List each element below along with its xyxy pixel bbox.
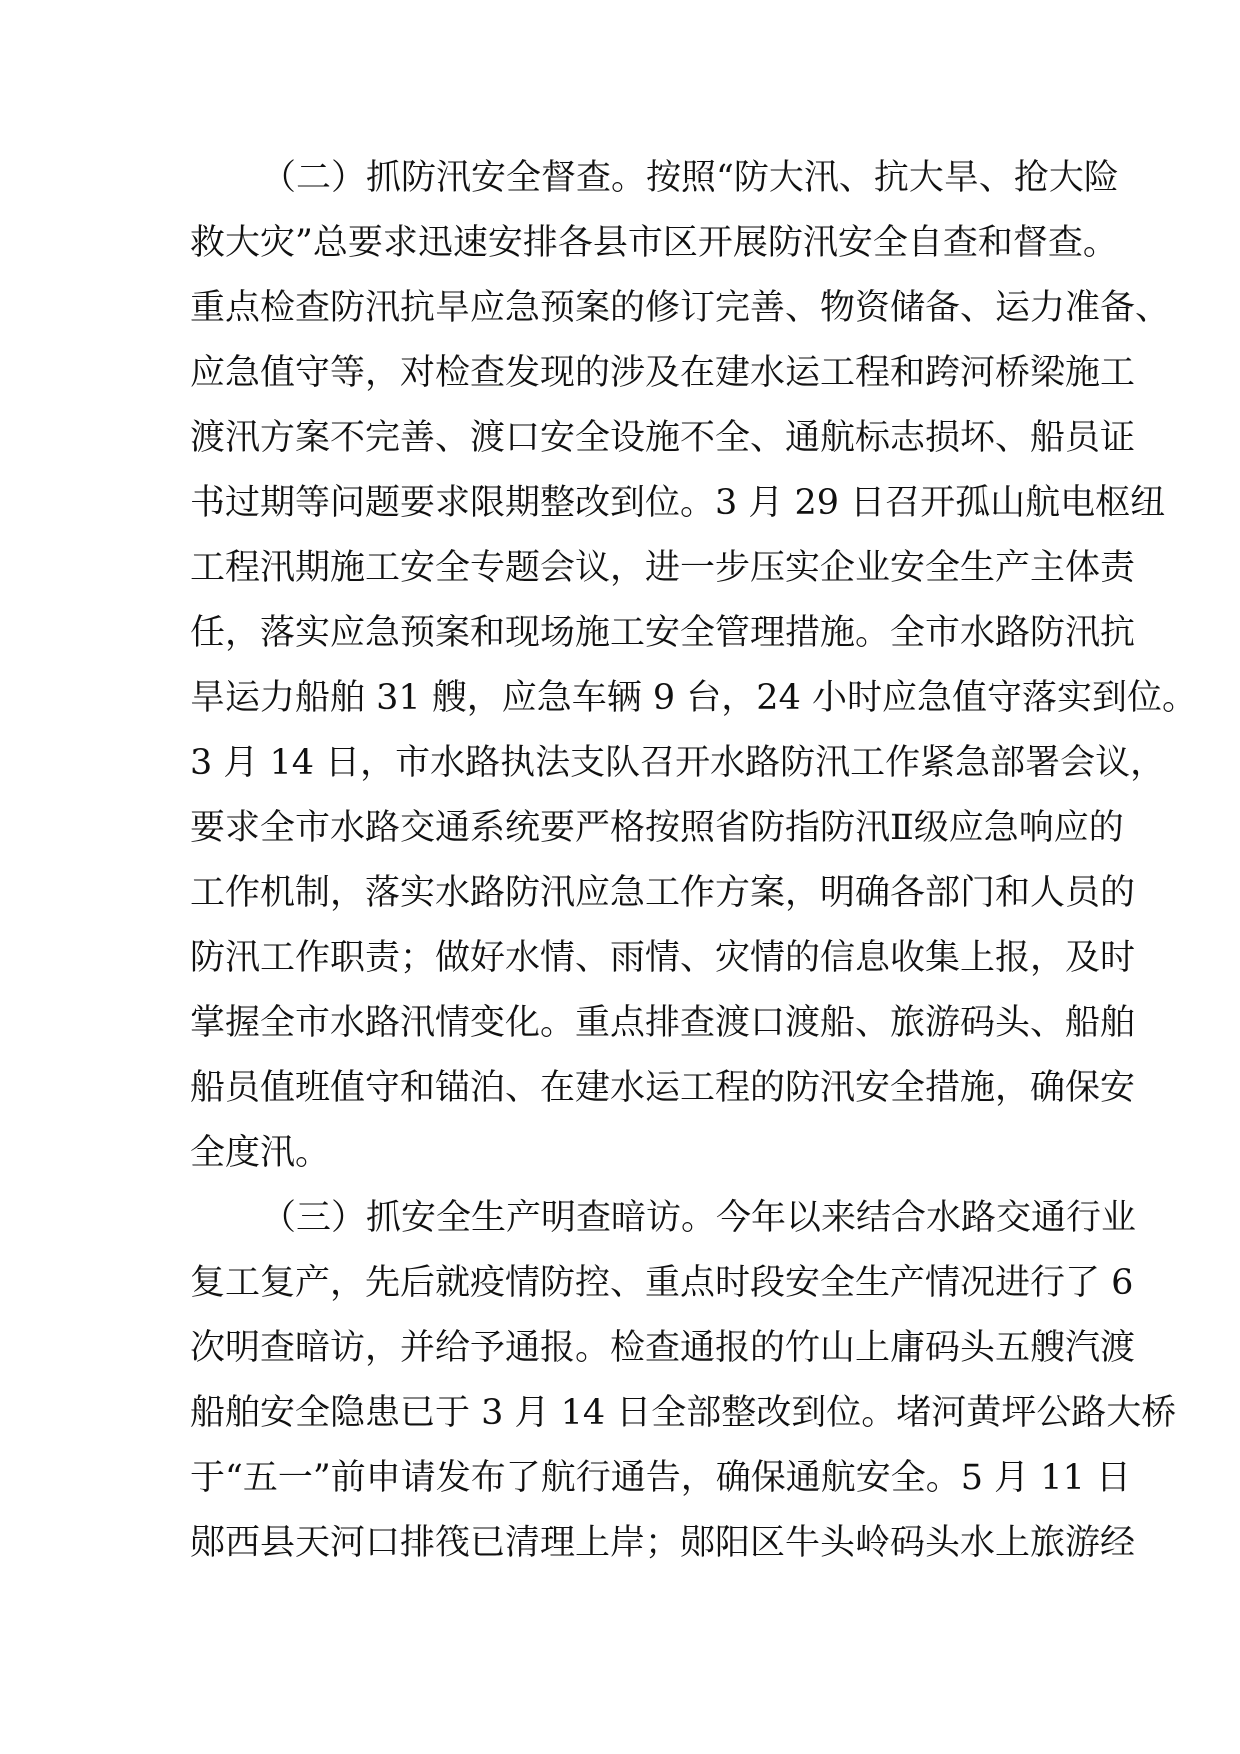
- paragraph-2-line-7: 工程汛期施工安全专题会议，进一步压实企业安全生产主体责: [190, 548, 1136, 588]
- paragraph-3-line-5: 于“五一”前申请发布了航行通告，确保通航安全。5 月 11 日: [190, 1458, 1131, 1498]
- paragraph-2-line-14: 掌握全市水路汛情变化。重点排查渡口渡船、旅游码头、船舶: [190, 1003, 1136, 1043]
- paragraph-2-line-4: 应急值守等，对检查发现的涉及在建水运工程和跨河桥梁施工: [190, 353, 1136, 393]
- paragraph-2-line-10: 3 月 14 日，市水路执法支队召开水路防汛工作紧急部署会议，: [190, 743, 1166, 783]
- paragraph-2-line-3: 重点检查防汛抗旱应急预案的修订完善、物资储备、运力准备、: [190, 288, 1171, 328]
- paragraph-3-line-2: 复工复产，先后就疫情防控、重点时段安全生产情况进行了 6: [190, 1263, 1134, 1303]
- paragraph-3-line-1: （三）抓安全生产明查暗访。今年以来结合水路交通行业: [261, 1198, 1137, 1238]
- paragraph-2-line-1: （二）抓防汛安全督查。按照“防大汛、抗大旱、抢大险: [261, 158, 1119, 198]
- paragraph-2-line-8: 任，落实应急预案和现场施工安全管理措施。全市水路防汛抗: [190, 613, 1136, 653]
- paragraph-3-line-3: 次明查暗访，并给予通报。检查通报的竹山上庸码头五艘汽渡: [190, 1328, 1136, 1368]
- paragraph-2-line-15: 船员值班值守和锚泊、在建水运工程的防汛安全措施，确保安: [190, 1068, 1136, 1108]
- paragraph-2-line-12: 工作机制，落实水路防汛应急工作方案，明确各部门和人员的: [190, 873, 1136, 913]
- paragraph-2-line-5: 渡汛方案不完善、渡口安全设施不全、通航标志损坏、船员证: [190, 418, 1136, 458]
- paragraph-2-line-16: 全度汛。: [190, 1133, 331, 1173]
- paragraph-2-line-13: 防汛工作职责；做好水情、雨情、灾情的信息收集上报，及时: [190, 938, 1136, 978]
- paragraph-2-line-6: 书过期等问题要求限期整改到位。3 月 29 日召开孤山航电枢纽: [190, 483, 1166, 523]
- paragraph-2-line-9: 旱运力船舶 31 艘，应急车辆 9 台，24 小时应急值守落实到位。: [190, 678, 1197, 718]
- paragraph-2-line-2: 救大灾”总要求迅速安排各县市区开展防汛安全自查和督查。: [190, 223, 1118, 263]
- paragraph-2-line-11: 要求全市水路交通系统要严格按照省防指防汛Ⅱ级应急响应的: [190, 808, 1124, 848]
- paragraph-3-line-4: 船舶安全隐患已于 3 月 14 日全部整改到位。堵河黄坪公路大桥: [190, 1393, 1177, 1433]
- paragraph-3-line-6: 郧西县天河口排筏已清理上岸；郧阳区牛头岭码头水上旅游经: [190, 1523, 1136, 1563]
